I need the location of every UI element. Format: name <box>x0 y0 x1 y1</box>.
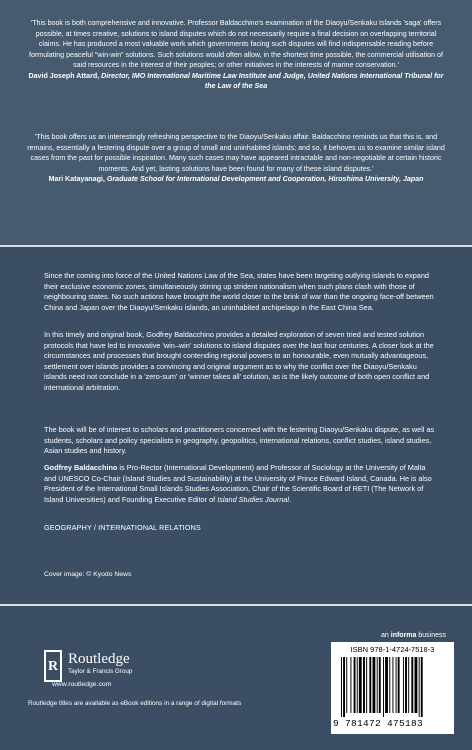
endorsement-attribution <box>26 174 446 185</box>
endorser-name: Mari Katayanagi, <box>48 175 105 183</box>
informa-brand: informa <box>390 632 417 639</box>
barcode-panel <box>331 642 454 734</box>
ebook-note: Routledge titles are available as eBook editions in a range of digital formats <box>28 700 242 707</box>
endorsement-quote: 'This book is both comprehensive and innovative. Professor Baldacchino's examination of the Diaoyu/Senkaku Islands 'saga' offers possible, at times creative, solutions to island disputes which do not necessarily require a final decision on overlapping territorial claims. He has produced a most valuable work which governments facing such disputes will find indispensable reading before formulating peaceful "win-win" solutions. Such solutions would often allow, in the shortest time possible, the commercial utilisation of said resources in the interest of their peoples; or other initiatives in the interests of marine conservation.' <box>29 19 443 69</box>
endorser-role: Graduate School for International Development and Cooperation, Hiroshima University, Japan <box>106 175 424 183</box>
author-name: Godfrey Baldacchino <box>44 463 118 472</box>
blurb-paragraph-2: In this timely and original book, Godfrey Baldacchino provides a detailed exploration of seven tried and tested solution protocols that have led to innovative 'win–win' solutions to island disputes over the last four centuries. A closer look at the circumstances and processes that brought contending regional powers to an honourable, even mutually advantageous, settlement over islands provides a convincing and original argument as to why the conflict over the Diaoyu/Senkaku islands need not conclude in a 'zero-sum' or 'winner takes all' solution, as is the likely outcome of both open conflict and international arbitration. <box>44 330 434 392</box>
cover-credit: Cover image: © Kyodo News <box>44 571 132 578</box>
divider-bottom <box>0 604 472 606</box>
barcode-icon <box>341 657 445 717</box>
publisher-group: Taylor & Francis Group <box>68 668 133 675</box>
journal-title: Island Studies Journal <box>217 494 289 504</box>
endorser-name: David Joseph Attard, <box>28 71 100 80</box>
author-bio: Godfrey Baldacchino is Pro-Rector (International Development) and Professor of Sociology at the University of Malta and UNESCO Co-Chair (Island Studies and Sustainability) at the University of Prince Edward Island, Canada. He is also President of the International Small Islands Studies Association, Chair of the Scientific Board of RETI (The Network of Island Universities) and Founding Executive Editor of Island Studies Journal. <box>44 463 432 504</box>
endorsement-1 <box>26 18 446 92</box>
author-bio-text: is Pro-Rector (International Development) and Professor of Sociology at the University of Malta and UNESCO Co-Chair (Island Studies and Sustainability) at the University of Prince Edward Island, Canada. He is also President of the International Small Islands Studies Association, Chair of the Scientific Board of RETI (The Network of Island Universities) and Founding Executive Editor of <box>44 463 432 504</box>
endorsement-2 <box>26 132 446 185</box>
routledge-logo-icon <box>44 650 62 682</box>
informa-business-label: an informa business <box>381 632 446 639</box>
endorsement-quote: 'This book offers us an interestingly refreshing perspective to the Diaoyu/Senkaku affair. Baldacchino reminds us that this is, and remains, essentially a festering dispute over a group of small and uninhabited islands; and so, it behoves us to examine similar island cases from the past for possible inspiration. Many such cases may have appeared intractable and non-negotiable at certain historic moments. And yet, lasting solutions have been found for many of these island disputes.' <box>27 133 445 173</box>
publisher-name: Routledge <box>68 651 130 667</box>
endorsement-attribution <box>26 71 446 92</box>
subject-category: GEOGRAPHY / INTERNATIONAL RELATIONS <box>44 523 201 532</box>
divider-top <box>0 245 472 247</box>
barcode-digits: 9 781472 475183 <box>333 718 424 729</box>
blurb-paragraph-3: The book will be of interest to scholars and practitioners concerned with the festering Diaoyu/Senkaku dispute, as well as students, scholars and policy specialists in geography, geopolitics, international relations, conflict studies, island studies, Asian studies and history. <box>44 425 435 456</box>
endorser-role: Director, IMO International Maritime Law Institute and Judge, United Nations International Tribunal for the Law of the Sea <box>101 71 444 90</box>
blurb-paragraph-1: Since the coming into force of the United Nations Law of the Sea, states have been targeting outlying islands to expand their exclusive economic zones, simultaneously stirring up strident nationalism when such plans clash with those of neighbouring states. No such actions have brought the world closer to the brink of war than the ongoing face-off between China and Japan over the Diaoyu/Senkaku islands, an uninhabited archipelago in the East China Sea. <box>44 271 434 312</box>
isbn-label: ISBN 978-1-4724-7518-3 <box>350 645 435 654</box>
publisher-url[interactable]: www.routledge.com <box>52 681 112 688</box>
svg-text:R: R <box>47 659 59 674</box>
